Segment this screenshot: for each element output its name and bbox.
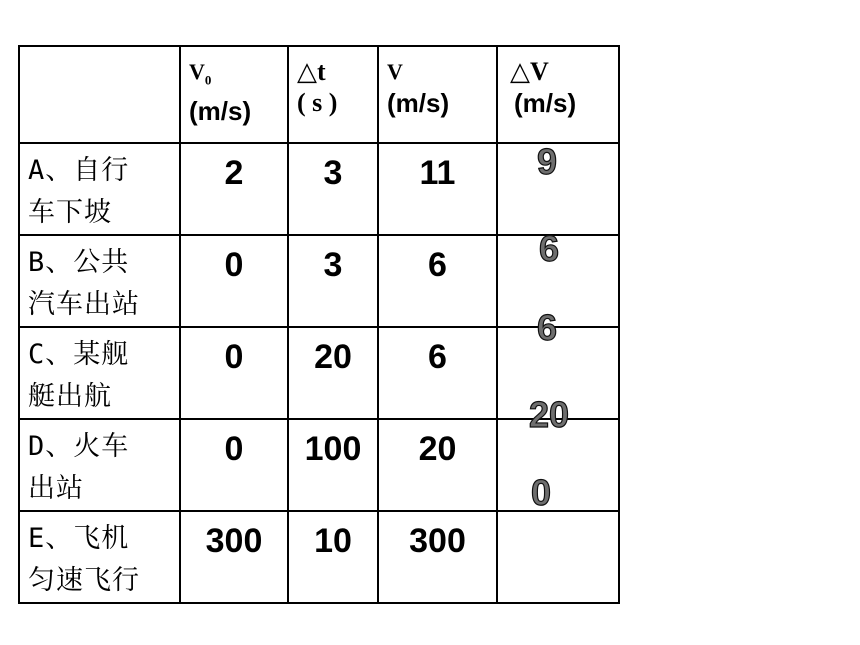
row-dt: 3 bbox=[323, 154, 343, 192]
header-dt-unit: ( s ) bbox=[297, 88, 338, 117]
row-v0: 0 bbox=[224, 430, 244, 468]
row-v0: 300 bbox=[205, 522, 263, 560]
delta-v-value: 20 bbox=[529, 394, 570, 435]
table-row bbox=[19, 511, 619, 603]
header-v0-unit: (m/s) bbox=[189, 96, 252, 127]
row-dt: 20 bbox=[314, 338, 352, 376]
delta-v-value: 0 bbox=[531, 472, 552, 513]
row-dv-cell bbox=[497, 143, 619, 235]
table-header-row bbox=[19, 46, 619, 143]
row-v0: 2 bbox=[224, 154, 244, 192]
row-v: 6 bbox=[428, 338, 447, 376]
header-v bbox=[378, 46, 497, 143]
header-dv-symbol: △V bbox=[510, 57, 549, 86]
row-name: A、自行 车下坡 bbox=[28, 155, 130, 228]
row-name: B、公共 汽车出站 bbox=[28, 247, 140, 320]
row-v: 20 bbox=[418, 430, 457, 468]
delta-v-value: 6 bbox=[539, 228, 560, 269]
row-v0: 0 bbox=[224, 338, 244, 376]
row-dt: 100 bbox=[304, 430, 362, 468]
row-dv-cell bbox=[497, 511, 619, 603]
row-v: 11 bbox=[419, 154, 456, 192]
header-v-symbol: V bbox=[387, 59, 403, 84]
table-row bbox=[19, 143, 619, 235]
row-name: C、某舰 艇出航 bbox=[28, 339, 130, 412]
velocity-table bbox=[18, 45, 620, 604]
row-dt: 10 bbox=[314, 522, 352, 560]
row-v: 6 bbox=[428, 246, 447, 284]
row-dt: 3 bbox=[323, 246, 343, 284]
header-dv-unit: (m/s) bbox=[514, 88, 577, 118]
delta-v-value: 9 bbox=[537, 141, 558, 182]
header-v0-symbol: V bbox=[189, 59, 205, 84]
table-row bbox=[19, 235, 619, 327]
row-v: 300 bbox=[409, 522, 466, 560]
header-v0-subscript: 0 bbox=[204, 72, 212, 88]
delta-v-value: 6 bbox=[537, 307, 558, 348]
header-dt bbox=[288, 46, 378, 143]
header-v-unit: (m/s) bbox=[387, 88, 450, 118]
row-name: D、火车 出站 bbox=[28, 431, 130, 504]
row-v0: 0 bbox=[224, 246, 244, 284]
header-dv bbox=[497, 46, 619, 143]
row-name: E、飞机 匀速飞行 bbox=[28, 523, 140, 596]
header-v0 bbox=[180, 46, 288, 143]
header-dt-symbol: △t bbox=[297, 57, 326, 86]
header-empty-cell bbox=[19, 46, 180, 143]
